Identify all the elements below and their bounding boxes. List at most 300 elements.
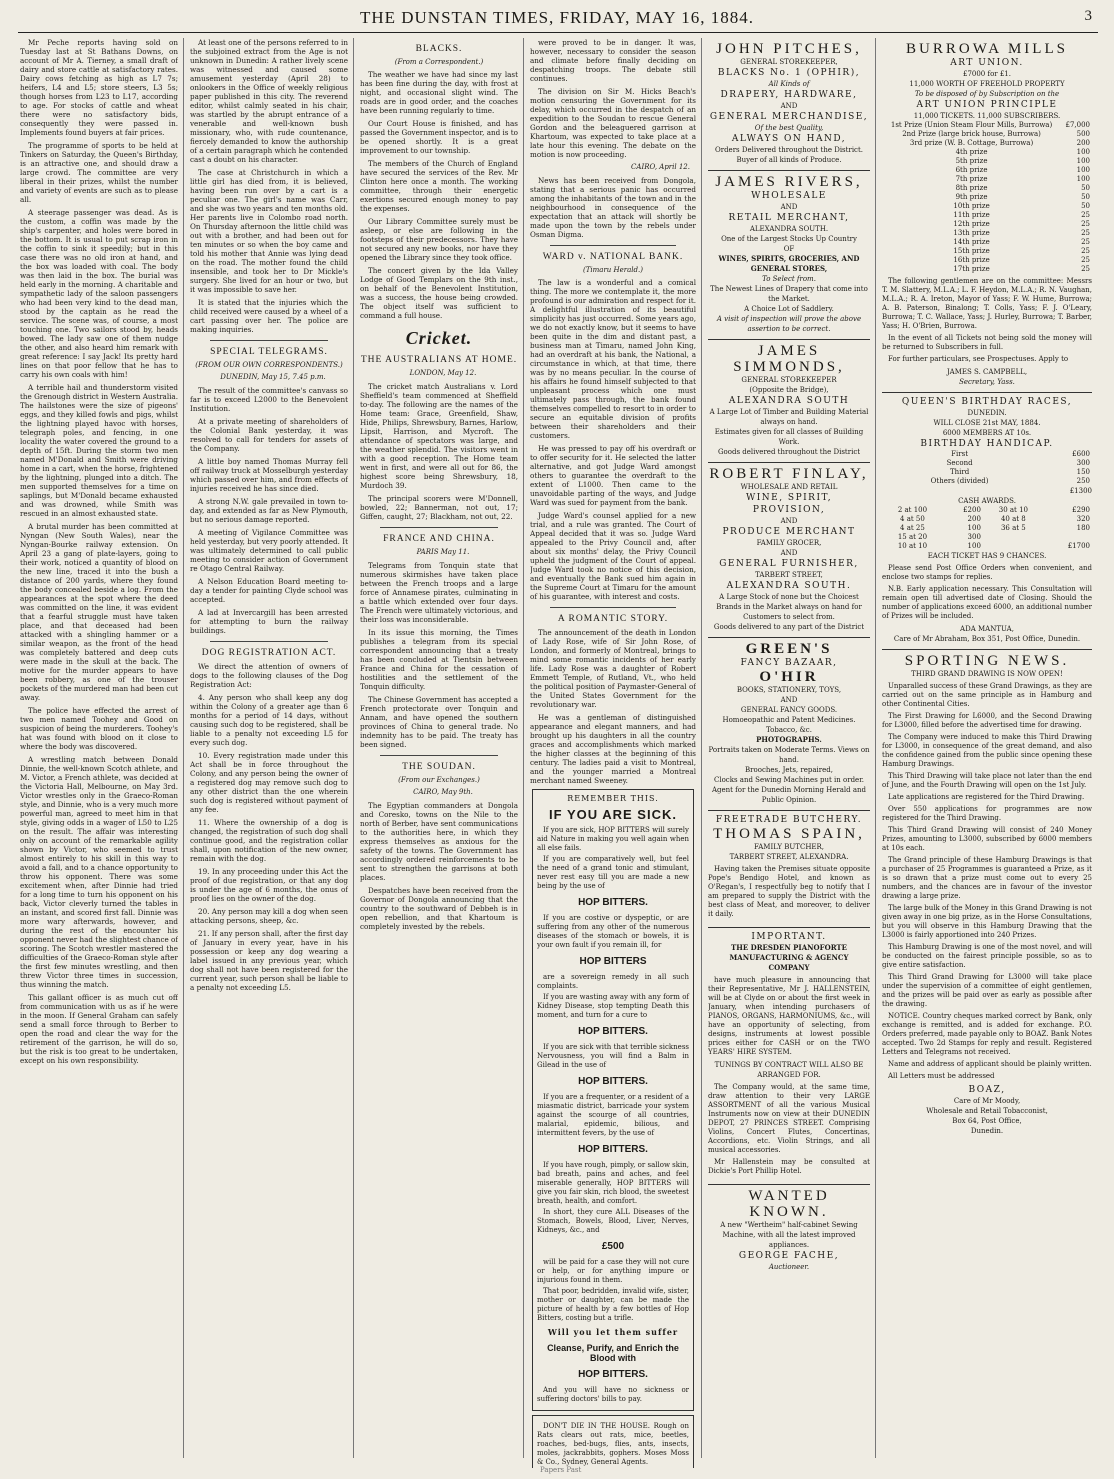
- ad-headline: IMPORTANT.: [751, 932, 827, 942]
- ad-text: GENERAL STOREKEEPER: [741, 376, 837, 384]
- telegram-paragraph: A Nelson Education Board meeting to-day a tender for painting Clyde school was accepted.: [190, 577, 348, 604]
- ad-product-name: HOP BITTERS.: [578, 1369, 648, 1380]
- article-paragraph: The case at Christchurch in which a little girl has died from, it is believed, having been run over by a cart is a peculiar one. The girl's name was Carr, and she was two years and ten months old. Her parents live in Colombo road north. On Thursday afternoon the little child was out with a brother, and had been out for ten minutes or so when the boy came and told his mother that Annie was lying dead on the road. The mother found the child insensible, and took her to Dr Mickle's surgery. She lived for an hour or two, but it was impossible to save her.: [190, 168, 348, 294]
- table-cell: 15th prize: [953, 247, 990, 255]
- table-cell: £7,000: [1065, 121, 1090, 129]
- table-cell: 15 at 20: [897, 533, 928, 541]
- article-paragraph: were proved to be in danger. It was, however, necessary to consider the season and climate before finally deciding on despatching troops. The debate still continues.: [530, 38, 696, 83]
- ad-text: That poor, bedridden, invalid wife, sister, mother or daughter, can be made the picture of health by a few bottles of Hop Bitters, costing but a trifle.: [537, 1287, 689, 1322]
- ad-text: BOAZ,: [968, 1085, 1006, 1095]
- ad-text: FANCY BAZAAR,: [740, 658, 838, 668]
- ad-text: If you are comparatively well, but feel the need of a grand tonic and stimulant, never rest easy till you are made a new being by the use of: [537, 855, 689, 890]
- article-paragraph: The Egyptian commanders at Dongola and Coresko, towns on the Nile to the north of Berber, have sent communications to the authorities here, in which they express themselves as anxious for the safety of the towns. The Government has accordingly ordered reinforcements to be sent to strengthen the garrisons at both places.: [360, 801, 518, 882]
- sporting-news-advertisement: [882, 650, 1092, 1141]
- ad-text: (Opposite the Bridge),: [749, 386, 829, 394]
- table-cell: £1700: [1067, 542, 1090, 550]
- ad-subheading: THIRD GRAND DRAWING IS NOW OPEN!: [911, 670, 1063, 678]
- table-cell: 25: [1081, 229, 1090, 237]
- table-cell: 7th prize: [955, 175, 988, 183]
- john-pitches-advertisement: [708, 38, 870, 171]
- ad-text: GENERAL STOREKEEPER,: [740, 58, 838, 66]
- ad-text: In short, they cure ALL Diseases of the Stomach, Bowels, Blood, Liver, Nerves, Kidneys, &c., and: [537, 1208, 689, 1234]
- ad-text: TUNINGS BY CONTRACT WILL ALSO BE ARRANGED FOR.: [714, 1061, 864, 1079]
- table-cell: 5th prize: [955, 157, 988, 165]
- ad-text: PRODUCE MERCHANT: [722, 527, 856, 537]
- ad-text: AND: [780, 549, 798, 557]
- ad-reward: £500: [601, 1241, 625, 1252]
- ad-text: All Kinds of: [768, 80, 810, 88]
- ad-headline: WANTED KNOWN.: [748, 1188, 830, 1220]
- ad-text: Care of Mr Moody,: [953, 1097, 1021, 1105]
- section-heading-special-telegrams: SPECIAL TELEGRAMS.: [210, 347, 328, 357]
- ad-text: ALWAYS ON HAND,: [731, 134, 847, 144]
- table-cell: 100: [1076, 175, 1090, 183]
- section-heading-france-china: FRANCE AND CHINA.: [383, 534, 495, 544]
- masthead: [0, 0, 1114, 34]
- ad-text: This Hamburg Drawing is one of the most novel, and will be conducted on the fairest principle possible, so as to give entire satisfaction.: [882, 943, 1092, 969]
- ad-text: Portraits taken on Moderate Terms. Views on hand.: [708, 746, 870, 764]
- cash-award-row: [882, 542, 1092, 551]
- ad-text: A Large Stock of none but the Choicest Brands in the Market always on hand for Customers to select from.: [716, 593, 862, 621]
- table-cell: 10th prize: [953, 202, 990, 210]
- section-heading-cricket: Cricket.: [405, 328, 473, 348]
- ad-text: ADA MANTUA,: [960, 625, 1014, 633]
- ad-text: CASH AWARDS.: [958, 497, 1016, 505]
- table-cell: 200: [1076, 139, 1090, 147]
- ad-text: OF: [783, 245, 795, 253]
- ad-text: Secretary, Yass.: [959, 378, 1015, 386]
- table-cell: 50: [1081, 184, 1090, 192]
- article-paragraph: A terrible hail and thunderstorm visited the Grenough district in Western Australia. The hailstones were the size of pigeons' eggs, and they killed fowls and pigs, whilst the lightning played havoc with horses, telegraph poles, and fencing, in one locality the water covered the ground to a depth of 15ft. During the storm two men named M'Donald and Smith were driving home in a cart, when the horse, frightened by the lightning, plunged into a ditch. The men supported themselves for a time on saplings, but M'Donald became exhausted and was drowned, while Smith was rescued in an almost exhausted state.: [20, 383, 178, 518]
- ad-text: have much pleasure in announcing that their Representative, Mr J. HALLENSTEIN, will be at Clyde on or about the first week in January, when intending purchasers of PIANOS, ORGANS, HARMONIUMS, &c., will have an opportunity of selecting, from designs, instruments at lowest possible prices either for CASH or on the TWO YEARS' HIRE SYSTEM.: [708, 976, 870, 1056]
- ad-headline: ART UNION.: [950, 58, 1024, 68]
- burrowa-mills-advertisement: [882, 38, 1092, 393]
- prize-row: [882, 247, 1092, 256]
- dateline: CAIRO, May 9th.: [413, 788, 473, 796]
- prize-row: [882, 238, 1092, 247]
- table-cell: £290: [1072, 506, 1090, 514]
- ad-headline: FREETRADE BUTCHERY.: [715, 815, 863, 825]
- prize-row: [882, 166, 1092, 175]
- ad-headline: QUEEN'S BIRTHDAY RACES,: [901, 397, 1073, 407]
- article-paragraph: Despatches have been received from the Governor of Dongola announcing that the country to the southward of Debbeh is in open rebellion, and that Khartoum is completely invested by the rebels.: [360, 886, 518, 931]
- ad-text: This Third Drawing will take place not later than the end of June, and the Fourth Drawing will open on the 1st July.: [882, 772, 1092, 789]
- ad-text: Name and address of applicant should be plainly written.: [888, 1060, 1092, 1068]
- table-cell: 8th prize: [955, 184, 988, 192]
- article-paragraph: This gallant officer is as much cut off from communication with us as if he were in the moon. If General Graham can safely send a small force through to Berber to open the road and clear the way for the retirement of the garrison, he will do so, but the risk is too great to be undertaken, except on his own responsibility.: [20, 993, 178, 1065]
- ad-text: Please send Post Office Orders when convenient, and enclose two stamps for replies.: [882, 564, 1092, 581]
- telegram-paragraph: A little boy named Thomas Murray fell off railway truck at Mosselburgh yesterday which passed over him, and from effects of injuries received he has since died.: [190, 457, 348, 493]
- ad-headline: IF YOU ARE SICK.: [549, 807, 677, 822]
- article-paragraph: 21. If any person shall, after the first day of January in every year, have in his possession or keep any dog wearing a label issued in any previous year, which dog shall not have been registered for the current year, such person shall be liable to a penalty not exceeding L5.: [190, 929, 348, 992]
- prize-row: [882, 229, 1092, 238]
- handicap-row: [882, 477, 1092, 486]
- ad-text: If you are wasting away with any form of Kidney Disease, stop tempting Death this moment, and turn for a cure to: [537, 993, 689, 1019]
- table-cell: £200: [963, 506, 981, 514]
- ad-text: The following gentlemen are on the committee: Messrs T. M. Slattery, M.L.A.; L. F. Heydon, M.L.A.; R. N. Vaughan, M.L.A.; R. A. Ireton, Mayor of Yass; F. W. Hume, Burrowa; A. B. Paterson, Binalong; T. Colls, Yass; F. J. O'Leary, Burrowa; T. C. Wallace, Yass; J. Hurley, Burrowa; T. Barber, Yass; H. O'Brien, Burrowa.: [882, 277, 1092, 330]
- ad-text: Wholesale and Retail Tobacconist,: [926, 1107, 1048, 1115]
- article-paragraph: Telegrams from Tonquin state that numerous skirmishes have taken place between the French troops and a large force of Annamese pirates, culminating in a battle which extended over four days. The French were ultimately victorious, and their loss was inconsiderable.: [360, 561, 518, 624]
- prize-row: [882, 157, 1092, 166]
- article-paragraph: Our Court House is finished, and has passed the Government inspector, and is to be opened shortly. It is a great improvement to our township.: [360, 119, 518, 155]
- table-cell: 100: [967, 524, 981, 532]
- table-cell: 25: [1081, 247, 1090, 255]
- section-divider: [210, 641, 328, 642]
- article-paragraph: We direct the attention of owners of dogs to the following clauses of the Dog Registration Act:: [190, 662, 348, 689]
- ohir-bazaar-advertisement: [708, 638, 870, 811]
- ad-text: GENERAL FURNISHER,: [719, 559, 859, 569]
- cash-award-row: [882, 506, 1092, 515]
- column-divider: [523, 38, 524, 1458]
- article-paragraph: The cricket match Australians v. Lord Sheffield's team commenced at Sheffield to-day. The following are the names of the Home team: Grace, Greenfield, Shaw, Hide, Philips, Shrewsbury, Barnes, Harlow, Lipsit, Harrison, and Mycroft. The attendance of spectators was large, and the weather splendid. The visitors went in with a good reception. The Home team went in first, and were all out for 86, the highest score being Shrewsbury, 18, Murdoch 39.: [360, 382, 518, 490]
- ad-text: 6000 MEMBERS AT 10s.: [942, 429, 1032, 437]
- prize-row: [882, 121, 1092, 130]
- dresden-pianoforte-advertisement: [708, 928, 870, 1185]
- ad-text: GENERAL STORES,: [750, 264, 828, 273]
- ad-product-name: HOP BITTERS.: [578, 897, 648, 908]
- section-divider: [380, 755, 498, 756]
- ad-text: RETAIL MERCHANT,: [728, 213, 850, 223]
- table-cell: 25: [1081, 220, 1090, 228]
- ad-text: Brooches, Jets, repaired,: [745, 766, 833, 774]
- ad-text: ART UNION PRINCIPLE: [916, 100, 1058, 110]
- handicap-row: [882, 450, 1092, 459]
- article-paragraph: Judge Ward's counsel applied for a new trial, and a rule was granted. The Court of Appeal decided that it was so. Judge Ward appealed to the Privy Council and, after about six months' delay, the Privy Council upheld the judgment of the Court of appeal. Judge Ward took no notice of this decision, and eventually the Bank sued him again in the Supreme Court at Timaru for the amount of his guarantee, with interest and costs.: [530, 511, 696, 601]
- table-cell: 100: [1076, 157, 1090, 165]
- section-heading-dog-registration: DOG REGISTRATION ACT.: [201, 648, 337, 658]
- section-divider: [550, 607, 676, 608]
- ad-text: A new "Wertheim" half-cabinet Sewing Machine, with all the latest improved appliances.: [720, 1221, 858, 1249]
- ad-text: Auctioneer.: [768, 1263, 810, 1271]
- ad-text: A visit of inspection will prove the above assertion to be correct.: [716, 315, 862, 333]
- queens-birthday-races-advertisement: [882, 393, 1092, 650]
- ad-text: AND: [780, 102, 798, 110]
- table-cell: 100: [1076, 148, 1090, 156]
- table-cell: Second: [946, 459, 973, 467]
- ad-text: DUNEDIN.: [967, 409, 1007, 417]
- cash-award-row: [882, 533, 1092, 542]
- ad-text: JAMES S. CAMPBELL,: [946, 368, 1028, 376]
- column-2: [190, 38, 348, 1468]
- table-cell: 50: [1081, 193, 1090, 201]
- ad-text: Over 550 applications for programmes are now registered for the Third Drawing.: [882, 805, 1092, 822]
- ad-text: Will you let them suffer: [547, 1327, 679, 1337]
- ad-total: £1300: [1069, 487, 1092, 495]
- table-cell: 25: [1081, 238, 1090, 246]
- ad-text: Buyer of all kinds of Produce.: [736, 156, 842, 164]
- ad-text: To be disposed of by Subscription on the: [914, 90, 1060, 98]
- ad-text: £7000 for £1.: [962, 70, 1011, 78]
- ad-text: WINE, SPIRIT, PROVISION,: [745, 493, 833, 515]
- article-paragraph: The weather we have had since my last has been fine during the day, with frost at night, and occasional slight wind. The roads are in good order, and the coaches have been running regularly to time.: [360, 70, 518, 115]
- table-cell: 250: [1076, 477, 1090, 485]
- ad-text: Care of Mr Abraham, Box 351, Post Office, Dunedin.: [893, 635, 1081, 643]
- telegram-paragraph: A meeting of Vigilance Committee was held yesterday, but very poorly attended. It was ultimately determined to call public meeting to consider action of Government re Otago Central Railway.: [190, 528, 348, 573]
- ad-text: If you are a frequenter, or a resident of a miasmatic district, barricade your system against the scourge of all countries, malarial, epidemic, bilious, and intermittent fevers, by the use of: [537, 1093, 689, 1137]
- ad-text: If you are sick with that terrible sickness Nervousness, you will find a Balm in Gilead in the use of: [537, 1043, 689, 1069]
- article-paragraph: The principal scorers were M'Donnell, bowled, 22; Bannerman, not out, 17; Giffen, caught, 27; Blackham, not out, 22.: [360, 494, 518, 521]
- ad-headline: Cleanse, Purify, and Enrich the Blood with: [547, 1343, 679, 1363]
- ad-text: And you will have no sickness or suffering doctors' bills to pay.: [537, 1386, 689, 1403]
- ad-text: N.B. Early application necessary. This Consultation will remain open till advertised date of Closing. Should the number of applications exceed 6000, an additional number of Prizes will be included.: [882, 585, 1092, 620]
- dateline: PARIS May 11.: [416, 548, 470, 556]
- table-cell: 13th prize: [953, 229, 990, 237]
- table-cell: [983, 533, 1044, 542]
- ad-text: Mr Hallenstein may be consulted at Dickie's Port Phillip Hotel.: [708, 1158, 870, 1175]
- ad-text: Of the best Quality,: [754, 124, 824, 132]
- table-cell: [1044, 533, 1092, 542]
- article-paragraph: A brutal murder has been committed at Nyngan (New South Wales), near the Nyngan-Bourke railway extension. On April 23 a gang of plate-layers, going to their work, noticed a quantity of blood on the new line, traced it into the bush a distance of 200 yards, where they found the body concealed beside a log. From the appearances at the spot where the deed was committed on the line, it was evident that a fearful struggle must have taken place, and that deceased had been attacked with a shingling hammer or a similar weapon, as the front of the head was completely battered and deep cuts were made in the skull at the back. The motive for the murder appears to have been robbery, as one of the trouser pockets of the murdered man had been cut away.: [20, 522, 178, 702]
- ad-text: If you are costive or dyspeptic, or are suffering from any other of the numerous diseases of the stomach or bowels, it is your own fault if you remain ill, for: [537, 914, 689, 949]
- telegram-paragraph: At a private meeting of shareholders of the Colonial Bank yesterday, it was resolved to call for tenders for assets of the Company.: [190, 417, 348, 453]
- ad-text: PHOTOGRAPHS.: [756, 735, 822, 744]
- column-divider: [701, 38, 702, 1458]
- column-divider: [183, 38, 184, 1458]
- table-cell: 4th prize: [955, 148, 988, 156]
- page-number: 3: [1084, 8, 1092, 24]
- section-subheading: (From a Correspondent.): [394, 58, 484, 66]
- ad-text: Late applications are registered for the Third Drawing.: [888, 793, 1085, 801]
- article-paragraph: Mr Peche reports having sold on Tuesday last at St Bathans Downs, on account of Mr A. Tierney, a small draft of dairy and store cattle at satisfactory rates. Dairy cows fetching as high as L7 7s; heifers, L4 and L5; store steers, L3 5s; though horses from L23 to L17, according to age. For stocks of cattle and wheat there were no satisfactory bids, consequently they were passed in. Implements found buyers at fair prices.: [20, 38, 178, 137]
- section-divider: [210, 340, 328, 341]
- ad-headline: O'HIR: [759, 669, 819, 685]
- cash-award-row: [882, 515, 1092, 524]
- ad-headline: GREEN'S: [745, 641, 833, 657]
- prize-row: [882, 130, 1092, 139]
- table-cell: [983, 542, 1044, 551]
- ad-text: WHOLESALE: [751, 191, 827, 201]
- table-cell: 9th prize: [955, 193, 988, 201]
- table-cell: 100: [967, 542, 981, 550]
- prize-row: [882, 148, 1092, 157]
- table-cell: 25: [1081, 265, 1090, 273]
- ad-product-name: HOP BITTERS.: [578, 1026, 648, 1037]
- ad-headline: THOMAS SPAIN,: [713, 826, 865, 842]
- ad-text: One of the Largest Stocks Up Country: [721, 235, 857, 243]
- ad-product-name: HOP BITTERS.: [578, 1076, 648, 1087]
- article-paragraph: 19. In any proceeding under this Act the proof of due registration, or that any dog is under the age of 6 months, the onus of proof lies on the owner of the dog.: [190, 867, 348, 903]
- ad-text: Estimates given for all classes of Building Work.: [714, 428, 864, 446]
- table-cell: 1st Prize (Union Steam Flour Mills, Burrowa): [890, 121, 1053, 129]
- section-heading-soudan: THE SOUDAN.: [402, 762, 476, 772]
- ad-text: AND: [780, 696, 798, 704]
- table-cell: 6th prize: [955, 166, 988, 174]
- article-paragraph: It is stated that the injuries which the child received were caused by a wheel of a cart passing over her. The police are making inquiries.: [190, 298, 348, 334]
- handicap-row: [882, 468, 1092, 477]
- article-paragraph: The police have effected the arrest of two men named Toohey and Good on suspicion of being the murderers. Toohey's hat was found with blood on it close to where the body was discovered.: [20, 706, 178, 751]
- table-cell: 30 at 10: [998, 506, 1028, 514]
- freetrade-butchery-advertisement: [708, 811, 870, 928]
- ad-text: TARBERT STREET, ALEXANDRA.: [729, 853, 849, 861]
- article-paragraph: 20. Any person may kill a dog when seen attacking persons, sheep, &c.: [190, 907, 348, 925]
- article-paragraph: News has been received from Dongola, stating that a serious panic has occurred among the inhabitants of the town and in the neighbourhood in consequence of the expectation that an attack will shortly be made upon the town by the rebels under Osman Digma.: [530, 176, 696, 239]
- ad-text: Unparalled success of these Grand Drawings, as they are carried out on the same principle as in Hamburg and other Continental Cities.: [882, 682, 1092, 708]
- ad-text: FAMILY GROCER,: [756, 539, 822, 547]
- james-simmonds-advertisement: [708, 340, 870, 463]
- column-4: [530, 38, 696, 1468]
- article-paragraph: A wrestling match between Donald Dinnie, the well-known Scotch athlete, and M. Victor, a French athlete, was decided at the Victoria Hall, Melbourne, on May 3rd. Victor wrestles only in the Graeco-Roman style, and Dinnie, who is a very much more powerful man, agreed to meet him in that style, giving odds in a wager of L50 to L25 on the result. The affair was interesting only on account of the remarkable agility shown by Victor, who seemed to trust almost entirely to his skill in this way to avoid a fall, and to a chance opportunity to throw his opponent. There was some excitement when, after Dinnie had tried for a long time to turn his opponent on his back, Victor cleverly turned the tables in an instant, and scored first fall. Dinnie was more wary afterwards, however, and during the rest of the encounter his opponent never had the slightest chance of scoring. The Scotch wrestler mastered the difficulties of the Graeco-Roman style after the first few minutes wrestling, and then threw Victor three times in succession, thus winning the match.: [20, 755, 178, 989]
- section-heading-ward-bank: WARD v. NATIONAL BANK.: [542, 252, 684, 262]
- ad-text: Agent for the Dunedin Morning Herald and Public Opinion.: [711, 786, 867, 804]
- ad-text: DRAPERY, HARDWARE,: [720, 90, 858, 100]
- table-cell: 4 at 25: [900, 524, 925, 532]
- ad-headline: SPORTING NEWS.: [904, 653, 1070, 669]
- table-cell: 180: [1076, 524, 1090, 532]
- ad-text: ALEXANDRA SOUTH.: [726, 581, 852, 591]
- ad-text: If you are sick, HOP BITTERS will surely aid Nature in making you well again when all else fails.: [537, 826, 689, 852]
- ad-text: ALEXANDRA SOUTH.: [749, 225, 829, 233]
- hop-bitters-advertisement: [532, 789, 694, 1411]
- article-paragraph: The Chinese Government has accepted a French protectorate over Tonquin and Annam, and have opened the southern provinces of China to general trade. No indemnity has to be paid. The treaty has been signed.: [360, 695, 518, 749]
- article-paragraph: The programme of sports to be held at Tinkers on Saturday, the Queen's Birthday, is an attractive one, and should draw a large crowd. The committee are very liberal in their prizes, whilst the number and variety of events are such as to please all.: [20, 141, 178, 204]
- prize-row: [882, 184, 1092, 193]
- handicap-table: [882, 450, 1092, 486]
- table-cell: 500: [1076, 130, 1090, 138]
- table-cell: Others (divided): [930, 477, 989, 485]
- prize-row: [882, 202, 1092, 211]
- table-cell: 17th prize: [953, 265, 990, 273]
- ad-text: A Large Lot of Timber and Building Material always on hand.: [709, 408, 869, 426]
- section-heading-romantic-story: A ROMANTIC STORY.: [557, 614, 669, 624]
- section-subheading: (FROM OUR OWN CORRESPONDENTS.): [195, 361, 343, 369]
- article-paragraph: He was a gentleman of distinguished appearance and elegant manners, and had brought up his daughters in all the country graces and accomplishments which marked the higher classes at the beginning of this century. The ladies paid a visit to Montreal, and the younger married a Montreal merchant named Sweeney.: [530, 713, 696, 785]
- article-paragraph: The members of the Church of England have secured the services of the Rev. Mr Clinton here once a month. The working committee, through their energetic exertions secured enough money to pay the expenses.: [360, 159, 518, 213]
- masthead-rule: [18, 32, 1098, 33]
- prize-row: [882, 211, 1092, 220]
- ad-text: TARBERT STREET,: [755, 571, 823, 579]
- ad-text: Having taken the Premises situate opposite Pope's Bendigo Hotel, and known as O'Regan's, I respectfully beg to notify that I am prepared to supply the District with the best class of Meat, and moreover, to deliver it daily.: [708, 865, 870, 918]
- ad-text: All Letters must be addressed: [888, 1072, 995, 1080]
- ad-text: GEORGE FACHE,: [738, 1251, 840, 1261]
- table-cell: 12th prize: [953, 220, 990, 228]
- table-cell: 300: [967, 533, 981, 541]
- ad-product-name: HOP BITTERS.: [578, 1144, 648, 1155]
- column-3: [360, 38, 518, 1468]
- ad-text: BIRTHDAY HANDICAP.: [920, 439, 1054, 449]
- ad-text: 11,000 WORTH OF FREEHOLD PROPERTY: [909, 80, 1065, 88]
- ad-text: WINES, SPIRITS, GROCERIES, AND: [718, 254, 860, 263]
- ad-text: BLACKS No. 1 (OPHIR),: [717, 68, 861, 78]
- rough-on-rats-advertisement: [532, 1415, 694, 1468]
- prize-row: [882, 265, 1092, 274]
- ad-text: A Choice Lot of Saddlery.: [744, 305, 834, 313]
- handicap-row: [882, 459, 1092, 468]
- article-paragraph: The division on Sir M. Hicks Beach's motion censuring the Government for its delay, which occurred in the despatch of an expedition to the Soudan to rescue General Gordon and the beleaguered garrison at Khartoum, was expected to take place at a late hour this evening. The debate on the motion is now proceeding.: [530, 87, 696, 159]
- ad-text: WILL CLOSE 21st MAY, 1884.: [933, 419, 1041, 427]
- prize-row: [882, 193, 1092, 202]
- ad-text: ALEXANDRA SOUTH: [728, 396, 850, 406]
- column-5: [708, 38, 870, 1468]
- ad-text: The Company were induced to make this Third Drawing for L3000, in consequence of the great demand, and also the confidence gained from the public since opening these Hamburg Drawings.: [882, 733, 1092, 768]
- table-cell: 25: [1081, 211, 1090, 219]
- table-cell: 3rd prize (W. B. Cottage, Burrowa): [909, 139, 1034, 147]
- article-paragraph: The concert given by the Ida Valley Lodge of Good Templars on the 9th inst., on behalf of the Benevolent Institution, was a success, the house being crowded. The object itself was sufficient to command a full house.: [360, 266, 518, 320]
- ad-text: This Third Grand Drawing for L3000 will take place under the supervision of a committee of eight gentlemen, and the prizes will be paid over as early as possible after the drawing.: [882, 973, 1092, 1008]
- ad-text: Orders Delivered throughout the District.: [714, 146, 864, 154]
- ad-text: Homoeopathic and Patent Medicines. Tobacco, &c.: [722, 716, 856, 734]
- table-cell: 10 at 10: [897, 542, 928, 550]
- telegram-paragraph: The result of the committee's canvass so far is to exceed L2000 to the Benevolent Institution.: [190, 386, 348, 413]
- table-cell: 11th prize: [953, 211, 990, 219]
- ad-text: Goods delivered throughout the District: [717, 448, 861, 456]
- table-cell: 14th prize: [953, 238, 990, 246]
- article-paragraph: The announcement of the death in London of Lady Rose, wife of Sir John Rose, of London, and formerly of Montreal, brings to mind some romantic incidents of her early life. Lady Rose was a daughter of Robert Emmett Temple, of Rutland, Vt., who held the political position of Paymaster-General of the United States Government for the revolutionary war.: [530, 628, 696, 709]
- prize-table: [882, 121, 1092, 274]
- article-paragraph: 4. Any person who shall keep any dog within the Colony of a greater age than 6 months for a period of 14 days, without causing such dog to be registered, shall be liable to a penalty not exceeding L5 for every such dog.: [190, 693, 348, 747]
- dateline: DUNEDIN, May 15, 7.45 p.m.: [220, 373, 326, 381]
- robert-finlay-advertisement: [708, 463, 870, 638]
- column-divider: [353, 38, 354, 1458]
- table-cell: 2 at 100: [897, 506, 928, 514]
- table-cell: 200: [967, 515, 981, 523]
- ad-headline: ROBERT FINLAY,: [709, 466, 869, 482]
- article-paragraph: In its issue this morning, the Times publishes a telegram from its special correspondent announcing that a treaty has been concluded at Tientsin between France and China for the cessation of hostilities and the settlement of the Tonquin difficulty.: [360, 628, 518, 691]
- ad-text: The Grand principle of these Hamburg Drawings is that a purchaser of 25 Programmes is guaranteed a Prize, as it is so drawn that a prize must come out to every 25 numbers, and the chances are in favour of the investor drawing a large prize.: [882, 856, 1092, 900]
- ad-text: FAMILY BUTCHER,: [753, 843, 825, 851]
- article-paragraph: 11. Where the ownership of a dog is changed, the registration of such dog shall continue good, and the registration collar shall, upon notification of the new owner, remain with the dog.: [190, 818, 348, 863]
- section-divider: [550, 245, 676, 246]
- footer-watermark: Papers Past: [540, 1466, 582, 1474]
- ad-heading: REMEMBER THIS.: [567, 794, 659, 803]
- ad-text: EACH TICKET HAS 9 CHANCES.: [927, 552, 1047, 560]
- table-cell: 300: [1076, 459, 1090, 467]
- prize-row: [882, 220, 1092, 229]
- ad-headline: JAMES SIMMONDS,: [733, 343, 845, 375]
- ad-text: AND: [780, 517, 798, 525]
- section-subheading: (From our Exchanges.): [398, 776, 480, 784]
- ad-text: To Select from.: [762, 275, 816, 283]
- ad-text: 11,000 TICKETS. 11,000 SUBSCRIBERS.: [913, 112, 1061, 120]
- ad-text: NOTICE. Country cheques marked correct by Bank, only exchange is remitted, and is added for exchange. P.O. Orders preferred, made payable only to BOAZ. Bank Notes accepted. Two 2d Stamps for reply and result. Registered Letters and Telegrams not received.: [882, 1012, 1092, 1056]
- telegram-paragraph: A strong N.W. gale prevailed in town to-day, and extended as far as New Plymouth, but no serious damage reported.: [190, 497, 348, 524]
- column-divider: [875, 38, 876, 1458]
- dateline: LONDON, May 12.: [409, 369, 477, 377]
- ad-text: The Newest Lines of Drapery that come into the Market.: [710, 285, 868, 303]
- table-cell: 50: [1081, 202, 1090, 210]
- ad-text: THE DRESDEN PIANOFORTE MANUFACTURING & AGENCY COMPANY: [729, 943, 849, 972]
- table-cell: 25: [1081, 256, 1090, 264]
- table-cell: Third: [949, 468, 970, 476]
- ad-text: Box 64, Post Office,: [952, 1117, 1022, 1125]
- ad-headline: JOHN PITCHES,: [716, 41, 862, 57]
- cash-awards-table: [882, 506, 1092, 551]
- ad-text: Clocks and Sewing Machines put in order.: [713, 776, 865, 784]
- table-cell: 16th prize: [953, 256, 990, 264]
- table-cell: 40 at 8: [1000, 515, 1026, 523]
- ad-text: GENERAL FANCY GOODS.: [740, 706, 838, 714]
- column-1: [20, 38, 178, 1468]
- table-cell: 2nd Prize (large brick house, Burrowa): [902, 130, 1041, 138]
- james-rivers-advertisement: [708, 171, 870, 340]
- article-paragraph: 10. Every registration made under this Act shall be in force throughout the Colony, and any person being the owner of a registered dog may remove such dog to any other district than the one wherein such dog is registered without payment of any fee.: [190, 751, 348, 814]
- table-cell: First: [951, 450, 969, 458]
- article-paragraph: A steerage passenger was dead. As is the custom, a coffin was made by the ship's carpenter, and holes were bored in the bottom. It is usual to put scrap iron in the coffin to sink it speedily; but in this case there was no old iron at hand, and the box was loaded with coal. The body was then laid in the box. The burial was held early in the morning. A charitable and sympathetic lady of the saloon passengers who had been very kind to the dead man, stood by the captain as he read the service. The scene was, of course, a most touching one. Two sailors stood by, heads bowed. The lady saw one of them nudge the other, and also heard him remark with great reference: I say Jack! Its pretty hard lines on that poor fellow that he has to carry his own coals with him!: [20, 208, 178, 379]
- table-cell: 4 at 50: [900, 515, 925, 523]
- ad-text: are a sovereign remedy in all such complaints.: [537, 973, 689, 990]
- article-paragraph: The law is a wonderful and a comical thing. The more we contemplate it, the more profound is our admiration and respect for it. A delightful illustration of its beautiful simplicity has just occurred. Some years ago, we do not exactly know, but it seems to have been quite in the dim and distant past, a business man at Timaru, named John King, had an overdraft at his bank, the National, a circumstance in which, at that time, there was by no means peculiar. In the course of his affairs he found himself subjected to that unpleasant process which one must ultimately pass through, the bank found themselves compelled to resort to in order to secure an equitable division of profits between their shareholders and their customers.: [530, 278, 696, 440]
- ad-headline: BURROWA MILLS: [906, 41, 1068, 57]
- table-cell: £600: [1072, 450, 1090, 458]
- telegram-paragraph: A lad at Invercargill has been arrested for attempting to burn the railway buildings.: [190, 608, 348, 635]
- prize-row: [882, 256, 1092, 265]
- cash-award-row: [882, 524, 1092, 533]
- ad-text: This Third Grand Drawing will consist of 240 Money Prizes, amounting to L3000, subscribed by 6000 members at 10s each.: [882, 826, 1092, 852]
- article-paragraph: At least one of the persons referred to in the subjoined extract from the Age is not unknown in Dunedin: A rather lively scene was witnessed and caused some amusement yesterday (April 28) to onlookers in the Office of weekly religious paper published in this city. The reverend editor, whilst calmly seated in his chair, was startled by the abrupt entrance of a venerable and well-known bush missionary, who, with rude countenance, fiercely demanded to know the authorship of a certain paragraph which he contended cast a doubt on his character.: [190, 38, 348, 164]
- table-cell: 320: [1076, 515, 1090, 523]
- ad-text: WHOLESALE AND RETAIL: [740, 483, 838, 491]
- ad-text: In the event of all Tickets not being sold the money will be returned to Subscribers in full.: [882, 334, 1092, 351]
- ad-text: The large bulk of the Money in this Grand Drawing is not given away in one big prize, as in the Horse Consultations, but you will observe in this Hamburg Drawing that the L3000 is fairly apportioned into 240 Prizes.: [882, 904, 1092, 939]
